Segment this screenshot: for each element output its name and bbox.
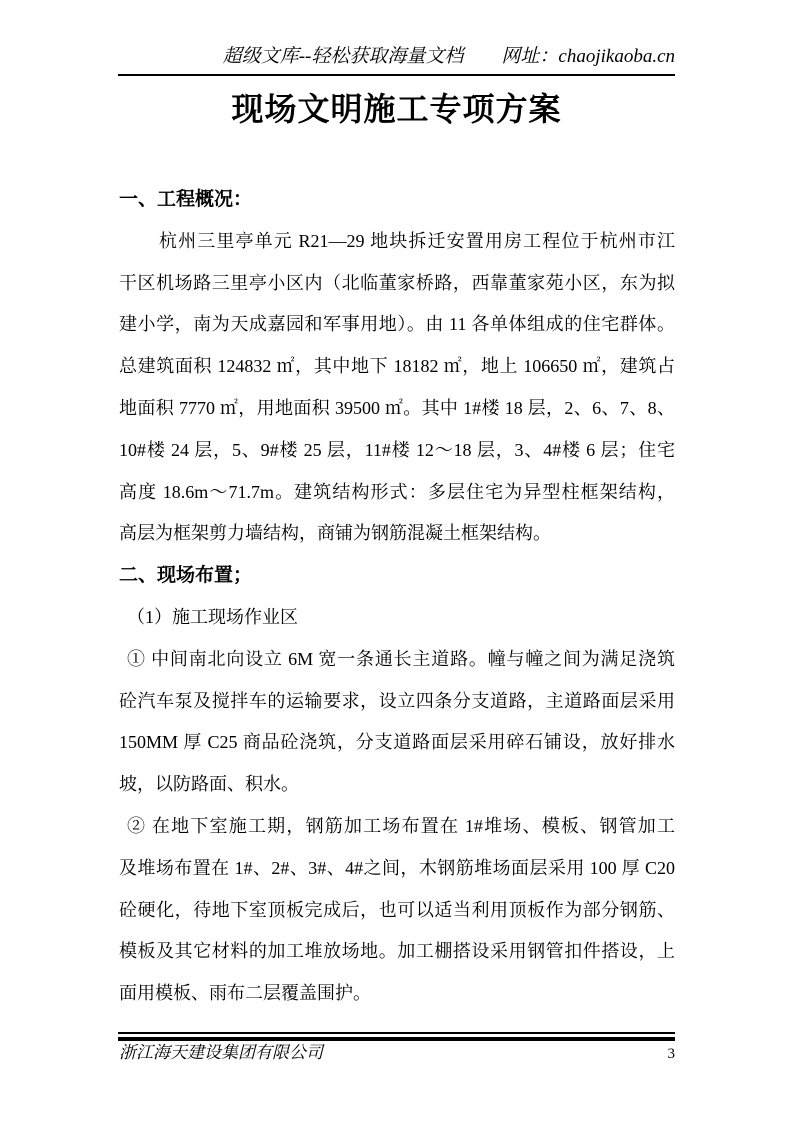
text-line: 高度 18.6m～71.7m。建筑结构形式：多层住宅为异型柱框架结构， bbox=[119, 481, 675, 502]
text-line: 杭州三里亭单元 R21—29 地块拆迁安置用房工程位于杭州市江 bbox=[159, 230, 675, 251]
text-line: 及堆场布置在 1#、2#、3#、4#之间，木钢筋堆场面层采用 100 厚 C20 bbox=[119, 857, 675, 878]
text-line: 总建筑面积 124832 ㎡，其中地下 18182 ㎡，地上 106650 ㎡，建筑占 bbox=[119, 356, 675, 377]
header-divider bbox=[118, 74, 675, 76]
section-heading-2: 二、现场布置； bbox=[119, 565, 253, 587]
text-line: 地面积 7770 ㎡，用地面积 39500 ㎡。其中 1#楼 18 层，2、6、7、8、 bbox=[119, 397, 675, 418]
text-line: 10#楼 24 层，5、9#楼 25 层，11#楼 12～18 层，3、4#楼 6 层；住宅 bbox=[119, 439, 675, 460]
text-line: 砼汽车泵及搅拌车的运输要求，设立四条分支道路，主道路面层采用 bbox=[119, 690, 675, 711]
text-line: 150MM 厚 C25 商品砼浇筑，分支道路面层采用碎石铺设，放好排水 bbox=[119, 732, 675, 753]
page-title: 现场文明施工专项方案 bbox=[231, 91, 562, 127]
text-line: 高层为框架剪力墙结构，商铺为钢筋混凝土框架结构。 bbox=[119, 523, 551, 544]
document-body bbox=[119, 179, 675, 1015]
text-line: 坡，以防路面、积水。 bbox=[119, 774, 299, 795]
section-heading-1: 一、工程概况： bbox=[119, 189, 253, 210]
text-line: 砼硬化，待地下室顶板完成后，也可以适当利用顶板作为部分钢筋、 bbox=[119, 899, 675, 920]
text-line: ① 中间南北向设立 6M 宽一条通长主道路。幢与幢之间为满足浇筑 bbox=[127, 648, 675, 669]
page-footer bbox=[119, 1042, 675, 1065]
subsection-label: （1）施工现场作业区 bbox=[127, 606, 298, 627]
footer-divider bbox=[118, 1032, 675, 1041]
text-line: 建小学，南为天成嘉园和军事用地）。由 11 各单体组成的住宅群体。 bbox=[119, 314, 675, 335]
text-line: ② 在地下室施工期，钢筋加工场布置在 1#堆场、模板、钢管加工 bbox=[127, 815, 675, 836]
header-watermark-text: 超级文库--轻松获取海量文档 网址：chaojikaoba.cn bbox=[222, 46, 675, 67]
text-line: 模板及其它材料的加工堆放场地。加工棚搭设采用钢管扣件搭设，上 bbox=[119, 941, 675, 962]
footer-page-number: 3 bbox=[667, 1046, 675, 1062]
text-line: 面用模板、雨布二层覆盖围护。 bbox=[119, 983, 371, 1004]
text-line: 干区机场路三里亭小区内（北临董家桥路，西靠董家苑小区，东为拟 bbox=[119, 272, 675, 293]
footer-company-name: 浙江海天建设集团有限公司 bbox=[119, 1043, 323, 1062]
